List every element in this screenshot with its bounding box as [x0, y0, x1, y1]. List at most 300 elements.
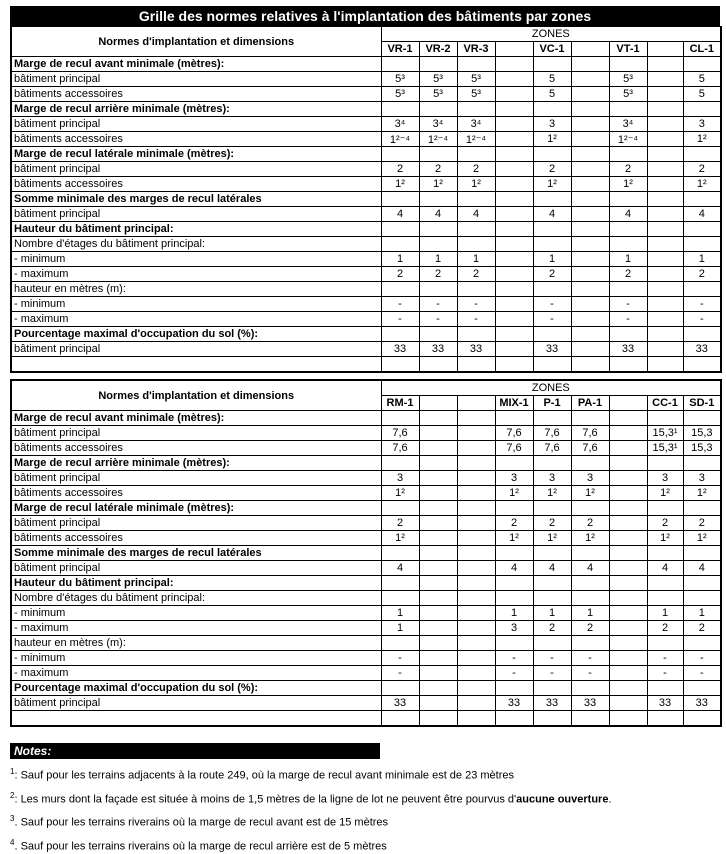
value-cell: [533, 147, 571, 162]
value-cell: [647, 576, 683, 591]
value-cell: 2: [419, 162, 457, 177]
value-cell: [533, 102, 571, 117]
table-row: [11, 576, 721, 591]
value-cell: [571, 132, 609, 147]
zone-code: VT-1: [609, 42, 647, 57]
value-cell: 5³: [457, 87, 495, 102]
value-cell: [571, 342, 609, 357]
value-cell: [647, 117, 683, 132]
value-cell: [419, 456, 457, 471]
value-cell: 2: [457, 267, 495, 282]
value-cell: 15,3¹: [647, 441, 683, 456]
value-cell: [609, 621, 647, 636]
value-cell: [495, 501, 533, 516]
value-cell: [647, 222, 683, 237]
value-cell: [457, 501, 495, 516]
section-heading: Marge de recul arrière minimale (mètres):: [11, 102, 381, 117]
value-cell: 4: [419, 207, 457, 222]
value-cell: [419, 237, 457, 252]
table-row: [11, 342, 721, 357]
value-cell: 1²⁻⁴: [419, 132, 457, 147]
value-cell: 4: [457, 207, 495, 222]
value-cell: 4: [533, 207, 571, 222]
value-cell: [419, 102, 457, 117]
zone-code: MIX-1: [495, 396, 533, 411]
value-cell: [647, 327, 683, 342]
value-cell: [647, 132, 683, 147]
value-cell: [457, 531, 495, 546]
section-heading: Pourcentage maximal d'occupation du sol (%):: [11, 327, 381, 342]
value-cell: [647, 456, 683, 471]
value-cell: [419, 591, 457, 606]
value-cell: [571, 681, 609, 696]
value-cell: [609, 411, 647, 426]
value-cell: [571, 207, 609, 222]
value-cell: 2: [571, 621, 609, 636]
row-label: hauteur en mètres (m):: [11, 282, 381, 297]
value-cell: [457, 681, 495, 696]
row-label: hauteur en mètres (m):: [11, 636, 381, 651]
value-cell: 3: [571, 471, 609, 486]
value-cell: 7,6: [381, 426, 419, 441]
value-cell: [647, 357, 683, 373]
value-cell: [683, 576, 721, 591]
notes-heading: Notes:: [10, 743, 380, 759]
row-label: bâtiments accessoires: [11, 177, 381, 192]
value-cell: [609, 666, 647, 681]
table-row: [11, 252, 721, 267]
value-cell: 1²: [683, 132, 721, 147]
value-cell: [533, 411, 571, 426]
value-cell: [419, 357, 457, 373]
zone-code: VR-1: [381, 42, 419, 57]
value-cell: 1: [647, 606, 683, 621]
value-cell: -: [495, 666, 533, 681]
zone-code: [609, 396, 647, 411]
zone-code: VR-2: [419, 42, 457, 57]
value-cell: [495, 192, 533, 207]
value-cell: 3⁴: [457, 117, 495, 132]
value-cell: [647, 546, 683, 561]
row-label: bâtiment principal: [11, 342, 381, 357]
value-cell: [457, 57, 495, 72]
value-cell: -: [647, 666, 683, 681]
value-cell: [647, 192, 683, 207]
value-cell: -: [457, 297, 495, 312]
zoning-grid-page: [10, 6, 720, 854]
zoning-table-1: [10, 26, 722, 373]
value-cell: 5³: [419, 87, 457, 102]
value-cell: 2: [533, 267, 571, 282]
value-cell: [495, 312, 533, 327]
row-label: bâtiment principal: [11, 516, 381, 531]
value-cell: [381, 192, 419, 207]
value-cell: 7,6: [533, 426, 571, 441]
value-cell: [571, 711, 609, 727]
value-cell: [457, 456, 495, 471]
value-cell: [571, 237, 609, 252]
value-cell: 2: [683, 621, 721, 636]
value-cell: [609, 327, 647, 342]
value-cell: [609, 441, 647, 456]
zones-label: ZONES: [381, 380, 721, 396]
value-cell: [495, 576, 533, 591]
value-cell: [609, 576, 647, 591]
value-cell: [647, 87, 683, 102]
section-heading: Marge de recul avant minimale (mètres):: [11, 57, 381, 72]
value-cell: -: [533, 312, 571, 327]
row-label: bâtiment principal: [11, 696, 381, 711]
value-cell: 2: [457, 162, 495, 177]
value-cell: -: [571, 651, 609, 666]
value-cell: [533, 546, 571, 561]
table-row: [11, 162, 721, 177]
value-cell: [419, 441, 457, 456]
value-cell: [647, 342, 683, 357]
value-cell: [609, 636, 647, 651]
value-cell: 2: [381, 267, 419, 282]
value-cell: [457, 591, 495, 606]
value-cell: [647, 252, 683, 267]
value-cell: 1²: [683, 531, 721, 546]
value-cell: [647, 207, 683, 222]
table-row: [11, 546, 721, 561]
value-cell: 33: [457, 342, 495, 357]
value-cell: [381, 681, 419, 696]
value-cell: [609, 591, 647, 606]
value-cell: [495, 267, 533, 282]
table-row: [11, 411, 721, 426]
value-cell: -: [533, 297, 571, 312]
value-cell: [609, 147, 647, 162]
value-cell: [609, 696, 647, 711]
value-cell: [571, 501, 609, 516]
value-cell: 5: [533, 72, 571, 87]
value-cell: [419, 606, 457, 621]
value-cell: [533, 222, 571, 237]
value-cell: [381, 501, 419, 516]
row-label: bâtiment principal: [11, 471, 381, 486]
value-cell: [609, 501, 647, 516]
value-cell: [609, 237, 647, 252]
value-cell: [419, 576, 457, 591]
notes-list: [10, 765, 720, 854]
value-cell: 1: [381, 252, 419, 267]
value-cell: [683, 57, 721, 72]
value-cell: [647, 72, 683, 87]
zone-code: [457, 396, 495, 411]
value-cell: [533, 237, 571, 252]
value-cell: 2: [609, 162, 647, 177]
value-cell: [457, 546, 495, 561]
value-cell: -: [683, 297, 721, 312]
value-cell: [419, 711, 457, 727]
value-cell: 5: [683, 72, 721, 87]
section-heading: Somme minimale des marges de recul latérales: [11, 192, 381, 207]
value-cell: [495, 297, 533, 312]
value-cell: [419, 651, 457, 666]
row-label: - maximum: [11, 312, 381, 327]
row-label: - maximum: [11, 267, 381, 282]
value-cell: 33: [647, 696, 683, 711]
value-cell: [457, 636, 495, 651]
value-cell: [495, 591, 533, 606]
row-label: bâtiment principal: [11, 426, 381, 441]
zone-code: VC-1: [533, 42, 571, 57]
value-cell: [381, 411, 419, 426]
row-label: bâtiment principal: [11, 72, 381, 87]
value-cell: [419, 636, 457, 651]
table-row: [11, 312, 721, 327]
value-cell: 4: [683, 207, 721, 222]
value-cell: [457, 192, 495, 207]
value-cell: 1²: [571, 486, 609, 501]
value-cell: 1²: [533, 531, 571, 546]
value-cell: 1: [533, 606, 571, 621]
zone-code: P-1: [533, 396, 571, 411]
value-cell: [571, 297, 609, 312]
value-cell: 1²: [495, 486, 533, 501]
value-cell: [571, 222, 609, 237]
table-row: [11, 72, 721, 87]
value-cell: [609, 606, 647, 621]
table-row: [11, 237, 721, 252]
value-cell: 1: [533, 252, 571, 267]
value-cell: [533, 576, 571, 591]
value-cell: [571, 252, 609, 267]
value-cell: [457, 696, 495, 711]
value-cell: -: [533, 651, 571, 666]
value-cell: [533, 57, 571, 72]
value-cell: [381, 327, 419, 342]
value-cell: [571, 312, 609, 327]
page-title: Grille des normes relatives à l'implantation des bâtiments par zones: [10, 6, 720, 26]
section-heading: Marge de recul arrière minimale (mètres):: [11, 456, 381, 471]
value-cell: 3: [533, 471, 571, 486]
zones-label: ZONES: [381, 27, 721, 42]
value-cell: [533, 711, 571, 727]
value-cell: 7,6: [381, 441, 419, 456]
section-heading: Marge de recul avant minimale (mètres):: [11, 411, 381, 426]
section-heading: Marge de recul latérale minimale (mètres):: [11, 501, 381, 516]
value-cell: [495, 72, 533, 87]
section-heading: Pourcentage maximal d'occupation du sol (%):: [11, 681, 381, 696]
value-cell: [457, 282, 495, 297]
value-cell: [533, 456, 571, 471]
value-cell: -: [683, 651, 721, 666]
value-cell: 4: [533, 561, 571, 576]
value-cell: [495, 207, 533, 222]
value-cell: 15,3: [683, 426, 721, 441]
value-cell: 1²: [419, 177, 457, 192]
value-cell: [457, 561, 495, 576]
note-item: $^1$: Sauf pour les terrains adjacents à la route 249, où la marge de recul avant minimale est de 23 mètres: [10, 767, 515, 782]
value-cell: [419, 57, 457, 72]
value-cell: 3: [683, 471, 721, 486]
value-cell: 15,3: [683, 441, 721, 456]
zone-code: [419, 396, 457, 411]
value-cell: [457, 576, 495, 591]
table-row: [11, 87, 721, 102]
row-label: bâtiments accessoires: [11, 87, 381, 102]
value-cell: -: [571, 666, 609, 681]
value-cell: 4: [495, 561, 533, 576]
value-cell: [609, 651, 647, 666]
value-cell: 33: [381, 696, 419, 711]
row-label: - minimum: [11, 252, 381, 267]
table-row: [11, 666, 721, 681]
table-row: [11, 651, 721, 666]
value-cell: [571, 177, 609, 192]
value-cell: [495, 546, 533, 561]
value-cell: [571, 327, 609, 342]
value-cell: 33: [683, 342, 721, 357]
value-cell: [609, 357, 647, 373]
value-cell: [571, 357, 609, 373]
value-cell: [571, 576, 609, 591]
value-cell: [571, 636, 609, 651]
value-cell: [381, 102, 419, 117]
row-label: - maximum: [11, 666, 381, 681]
value-cell: 2: [533, 162, 571, 177]
value-cell: 33: [533, 342, 571, 357]
value-cell: [381, 456, 419, 471]
value-cell: [683, 147, 721, 162]
value-cell: 7,6: [571, 426, 609, 441]
value-cell: [533, 681, 571, 696]
value-cell: [419, 666, 457, 681]
value-cell: -: [647, 651, 683, 666]
value-cell: [683, 102, 721, 117]
value-cell: [419, 516, 457, 531]
table-row: [11, 267, 721, 282]
value-cell: [381, 237, 419, 252]
value-cell: 7,6: [495, 426, 533, 441]
zoning-table-2: [10, 379, 722, 727]
row-label: - maximum: [11, 621, 381, 636]
value-cell: 2: [683, 162, 721, 177]
value-cell: 33: [683, 696, 721, 711]
value-cell: 5³: [457, 72, 495, 87]
value-cell: [381, 546, 419, 561]
value-cell: 5: [533, 87, 571, 102]
value-cell: [647, 411, 683, 426]
value-cell: [381, 591, 419, 606]
zone-code: [571, 42, 609, 57]
row-label: bâtiment principal: [11, 162, 381, 177]
value-cell: [609, 681, 647, 696]
value-cell: 1²: [381, 531, 419, 546]
section-heading: Somme minimale des marges de recul latérales: [11, 546, 381, 561]
value-cell: [457, 426, 495, 441]
zone-code: [647, 42, 683, 57]
value-cell: 33: [495, 696, 533, 711]
value-cell: 1²: [533, 132, 571, 147]
value-cell: 4: [571, 561, 609, 576]
value-cell: [609, 486, 647, 501]
value-cell: -: [381, 297, 419, 312]
value-cell: [495, 132, 533, 147]
value-cell: [571, 456, 609, 471]
value-cell: 1²: [381, 177, 419, 192]
value-cell: [609, 57, 647, 72]
value-cell: [647, 267, 683, 282]
value-cell: [571, 591, 609, 606]
value-cell: [647, 177, 683, 192]
value-cell: 1²: [381, 486, 419, 501]
value-cell: 3: [683, 117, 721, 132]
table-row: [11, 711, 721, 727]
value-cell: -: [381, 312, 419, 327]
value-cell: 3: [495, 621, 533, 636]
value-cell: [683, 282, 721, 297]
value-cell: 4: [647, 561, 683, 576]
value-cell: [609, 516, 647, 531]
value-cell: 1: [419, 252, 457, 267]
value-cell: 1²: [495, 531, 533, 546]
value-cell: 7,6: [571, 441, 609, 456]
value-cell: [683, 711, 721, 727]
value-cell: -: [419, 297, 457, 312]
value-cell: [457, 471, 495, 486]
value-cell: [457, 357, 495, 373]
norms-header: Normes d'implantation et dimensions: [11, 27, 381, 57]
value-cell: [683, 237, 721, 252]
table-row: [11, 606, 721, 621]
value-cell: 3⁴: [419, 117, 457, 132]
value-cell: [609, 561, 647, 576]
value-cell: [647, 501, 683, 516]
value-cell: 2: [381, 516, 419, 531]
value-cell: 1²: [647, 486, 683, 501]
value-cell: [647, 297, 683, 312]
value-cell: [495, 282, 533, 297]
value-cell: 33: [571, 696, 609, 711]
value-cell: [647, 102, 683, 117]
value-cell: [495, 237, 533, 252]
value-cell: [609, 102, 647, 117]
value-cell: [647, 591, 683, 606]
value-cell: 1: [683, 606, 721, 621]
value-cell: 5³: [419, 72, 457, 87]
value-cell: [419, 546, 457, 561]
value-cell: [457, 102, 495, 117]
value-cell: 2: [647, 621, 683, 636]
value-cell: 3: [533, 117, 571, 132]
value-cell: [457, 411, 495, 426]
table-row: [11, 297, 721, 312]
value-cell: [419, 531, 457, 546]
row-label: [11, 357, 381, 373]
table-row: [11, 222, 721, 237]
table-row: [11, 516, 721, 531]
value-cell: -: [683, 312, 721, 327]
value-cell: [457, 666, 495, 681]
value-cell: [609, 282, 647, 297]
value-cell: -: [533, 666, 571, 681]
row-label: bâtiment principal: [11, 207, 381, 222]
value-cell: 1²: [533, 486, 571, 501]
value-cell: 33: [419, 342, 457, 357]
table-row: [11, 147, 721, 162]
value-cell: 15,3¹: [647, 426, 683, 441]
value-cell: [381, 576, 419, 591]
value-cell: -: [609, 297, 647, 312]
value-cell: [495, 357, 533, 373]
value-cell: [495, 456, 533, 471]
table-row: [11, 591, 721, 606]
zone-code: VR-3: [457, 42, 495, 57]
